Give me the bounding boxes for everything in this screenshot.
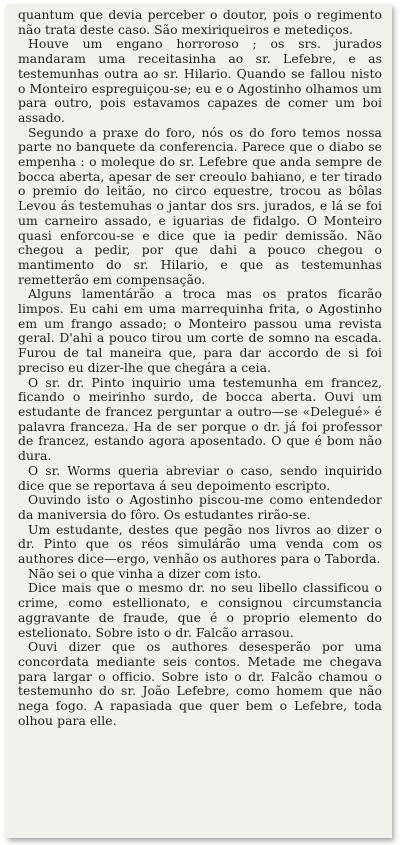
- paragraph-10: Dice mais que o mesmo dr. no seu libello classificou o crime, como estellionato, e consignou circumstancia aggravante de fraude, que é o proprio elemento do estelionato. Sobre isto o dr. Falcão arrasou.: [18, 580, 382, 640]
- newspaper-page: [6, 4, 392, 838]
- paragraph-6: O sr. Worms queria abreviar o caso, sendo inquirido dice que se reportava á seu depoimento escripto.: [18, 462, 382, 493]
- paragraph-7: Ouvindo isto o Agostinho piscou-me como entendedor da maniversia do fôro. Os estudantes rirão-se.: [18, 492, 382, 522]
- paragraph-4: Alguns lamentárão a troca mas os pratos ficarão limpos. Eu cahi em uma marrequinha frita, o Agostinho em um frango assado; o Monteiro passou uma revista geral. D'ahi a pouco tirou um corte de somno na escada. Furou de tal maneira que, para dar accordo de si foi preciso eu dizer-lhe que chegára a ceia.: [18, 286, 382, 375]
- paragraph-1: quantum que devia perceber o doutor, pois o regimento não trata deste caso. São mexiriqueiros e metediços.: [18, 7, 382, 37]
- paragraph-9: Não sei o que vinha a dizer com isto.: [28, 565, 262, 581]
- paragraph-3: Segundo a praxe do foro, nós os do foro temos nossa parte no banquete da conferencia. Parece que o diabo se empenha : o moleque do sr. Lefebre que anda sempre de bocca aberta, apesar de ser creoulo bahiano, e ter tirado o premio do leitão, no circo equestre, trocou as bôlas Levou ás testemuhas o jantar dos srs. jurados, e lá se foi um carneiro assado, e iguarias de fidalgo. O Monteiro quasi enforcou-se e dice que ia pedir demissão. Não chegou a pedir, por que dahi a pouco chegou o mantimento do sr. Hilario, e que as testemunhas remetterão em compensação.: [18, 124, 382, 287]
- paragraph-11: Ouvi dizer que os authores desesperão por uma concordata mediante seis contos. Metade me chegava para largar o officio. Sobre isto o dr. Falcão chamou o testemunho do sr. João Lefebre, como homem que não nega fogo. A rapasiada que quer bem o Lefebre, toda olhou para elle.: [18, 639, 382, 728]
- article-column: [18, 8, 382, 728]
- paragraph-2: Houve um engano horroroso ; os srs. jurados mandaram uma receitasinha ao sr. Lefebre, e as testemunhas outra ao sr. Hilario. Quando se fallou nisto o Monteiro espreguiçou-se; eu e o Agostinho olhamos um para outro, pois estavamos capazes de comer um boi assado.: [18, 36, 382, 125]
- paragraph-8: Um estudante, destes que pegão nos livros ao dizer o dr. Pinto que os réos simulárão uma venda com os authores dice—ergo, venhão os authores para o Taborda.: [18, 521, 382, 567]
- paragraph-5: O sr. dr. Pinto inquirio uma testemunha em francez, ficando o meirinho surdo, de bocca aberta. Ouvi um estudante de francez perguntar a outro—se «Delegué» é palavra franceza. Ha de ser porque o dr. já foi professor de francez, estando agora aposentado. O que é bom não dura.: [18, 374, 382, 464]
